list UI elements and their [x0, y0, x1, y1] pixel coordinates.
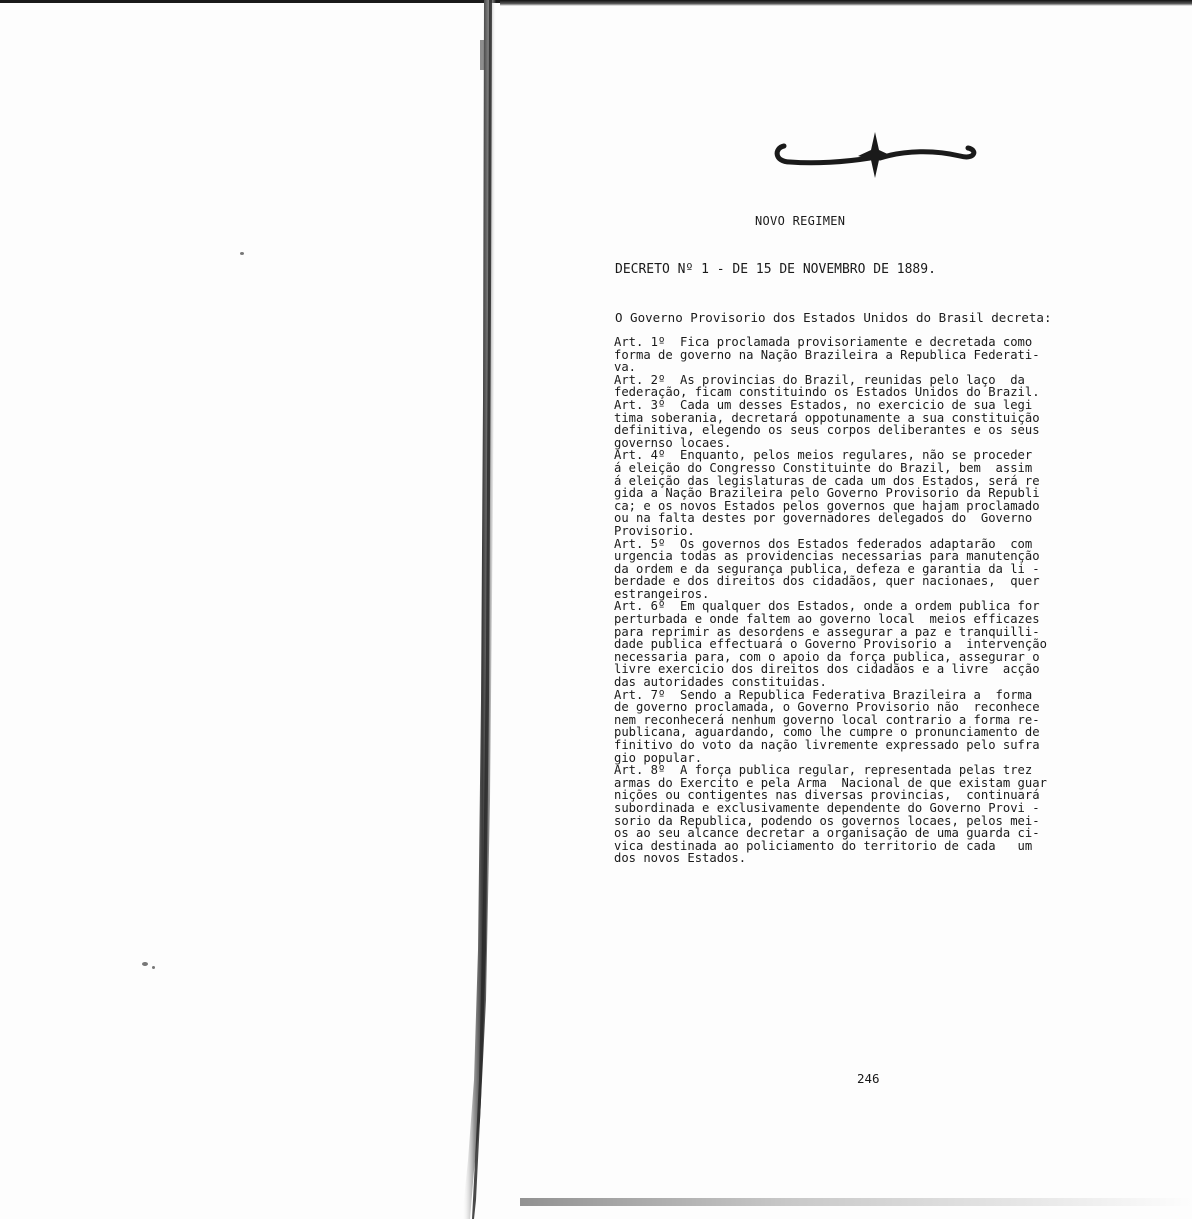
bottom-scan-edge	[520, 1198, 1192, 1206]
article-line: vica destinada ao policiamento do territorio de cada um	[614, 838, 1033, 853]
article-line: tima soberania, decretará oppotunamente a sua constituição	[614, 410, 1040, 425]
article-line: gida a Nação Brazileira pelo Governo Provisorio da Republi	[614, 486, 1040, 501]
article-line: estrangeiros.	[614, 586, 710, 601]
article-line: Art. 8º A força publica regular, representada pelas trez	[614, 763, 1033, 778]
article-line: Art. 4º Enquanto, pelos meios regulares, não se proceder	[614, 448, 1033, 463]
article-line: os ao seu alcance decretar a organisação de uma guarda ci-	[614, 826, 1040, 841]
article-line: livre exercicio dos direitos dos cidadãos e a livre acção	[614, 662, 1040, 677]
article-line: Art. 7º Sendo a Republica Federativa Brazileira a forma	[614, 687, 1033, 702]
article-line: dos novos Estados.	[614, 851, 747, 866]
top-scan-edge-right	[500, 0, 1192, 6]
article-line: perturbada e onde faltem ao governo local meios efficazes	[614, 612, 1040, 627]
section-heading: NOVO REGIMEN	[755, 214, 846, 228]
article-line: Art. 6º Em qualquer dos Estados, onde a ordem publica for	[614, 599, 1040, 614]
article-line: Art. 5º Os governos dos Estados federados adaptarão com	[614, 536, 1033, 551]
paper-speck	[240, 252, 244, 255]
article-line: federação, ficam constituindo os Estados Unidos do Brazil.	[614, 385, 1040, 400]
flourish-ornament-icon	[770, 128, 980, 182]
article-line: armas do Exercito e pela Arma Nacional de que existam guar	[614, 775, 1047, 790]
decree-title: DECRETO Nº 1 - DE 15 DE NOVEMBRO DE 1889.	[615, 262, 936, 277]
paper-speck	[152, 966, 155, 969]
article-line: de governo proclamada, o Governo Provisorio não reconhece	[614, 700, 1040, 715]
article-line: á eleição das legislaturas de cada um dos Estados, será re	[614, 473, 1040, 488]
article-line: definitiva, elegendo os seus corpos deliberantes e os seus	[614, 423, 1040, 438]
article-line: para reprimir as desordens e assegurar a paz e tranquilli-	[614, 624, 1040, 639]
article-line: ou na falta destes por governadores delegados do Governo	[614, 511, 1033, 526]
article-line: governso locaes.	[614, 435, 732, 450]
article-line: forma de governo na Nação Brazileira a Republica Federati-	[614, 347, 1040, 362]
article-line: ca; e os novos Estados pelos governos que hajam proclamado	[614, 498, 1040, 513]
paper-speck	[142, 962, 148, 966]
article-line: nem reconhecerá nenhum governo local contrario a forma re-	[614, 712, 1040, 727]
article-line: Art. 3º Cada um desses Estados, no exercicio de sua legi	[614, 397, 1033, 412]
article-line: da ordem e da segurança publica, defeza e garantia da li -	[614, 561, 1040, 576]
article-line: va.	[614, 360, 637, 375]
article-line: Provisorio.	[614, 523, 695, 538]
article-line: finitivo do voto da nação livremente expressado pelo sufra	[614, 738, 1040, 752]
article-line: urgencia todas as providencias necessarias para manutenção	[614, 549, 1040, 564]
article-line: nições ou contigentes nas diversas provincias, continuará	[614, 788, 1040, 803]
articles-body	[614, 336, 1124, 865]
article-line: publicana, aguardando, como lhe cumpre o pronunciamento de	[614, 725, 1040, 740]
article-line: á eleição do Congresso Constituinte do Brazil, bem assim	[614, 460, 1033, 475]
page-number: 246	[857, 1071, 880, 1086]
article-line: Art. 1º Fica proclamada provisoriamente e decretada como	[614, 335, 1033, 349]
article-line: Art. 2º As provincias do Brazil, reunidas pelo laço da	[614, 372, 1025, 387]
article-line: das autoridades constituidas.	[614, 675, 827, 690]
article-line: gio popular.	[614, 750, 703, 765]
article-line: dade publica effectuará o Governo Provisorio a intervenção	[614, 637, 1047, 652]
article-line: subordinada e exclusivamente dependente do Governo Provi -	[614, 800, 1040, 815]
article-line: berdade e dos direitos dos cidadãos, quer nacionaes, quer	[614, 574, 1040, 589]
article-line: necessaria para, com o apoio da força publica, assegurar o	[614, 649, 1040, 664]
article-line: sorio da Republica, podendo os governos locaes, pelos mei-	[614, 813, 1040, 828]
book-spine	[462, 0, 506, 1219]
decree-intro: O Governo Provisorio dos Estados Unidos do Brasil decreta:	[615, 310, 1052, 325]
